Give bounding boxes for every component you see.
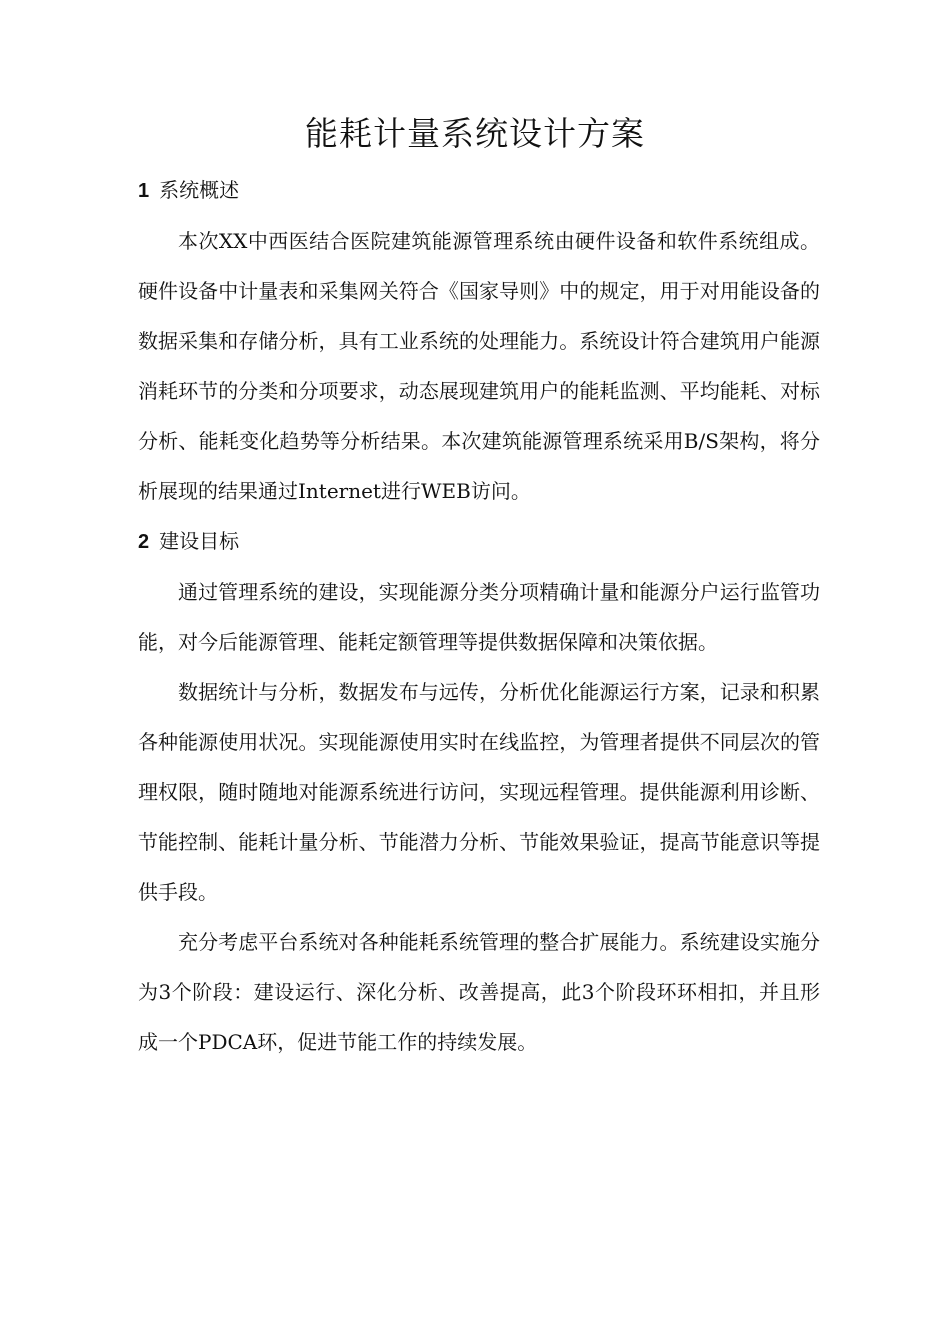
section-heading [138,516,820,567]
section-number: 2 [138,531,150,553]
document-title: 能耗计量系统设计方案 [305,114,645,153]
paragraph: 通过管理系统的建设，实现能源分类分项精确计量和能源分户运行监管功能，对今后能源管理、能耗定额管理等提供数据保障和决策依据。 [138,580,820,654]
section-title: 建设目标 [159,529,240,553]
section-goals [138,516,820,1067]
paragraph: 数据统计与分析，数据发布与远传，分析优化能源运行方案，记录和积累各种能源使用状况。实现能源使用实时在线监控，为管理者提供不同层次的管理权限，随时随地对能源系统进行访问，实现远程管理。提供能源利用诊断、节能控制、能耗计量分析、节能潜力分析、节能效果验证，提高节能意识等提供手段。 [138,680,820,904]
paragraph: 本次XX中西医结合医院建筑能源管理系统由硬件设备和软件系统组成。硬件设备中计量表和采集网关符合《国家导则》中的规定，用于对用能设备的数据采集和存储分析，具有工业系统的处理能力。系统设计符合建筑用户能源消耗环节的分类和分项要求，动态展现建筑用户的能耗监测、平均能耗、对标分析、能耗变化趋势等分析结果。本次建筑能源管理系统采用B/S架构，将分析展现的结果通过Internet进行WEB访问。 [138,229,820,503]
section-overview [138,165,820,516]
section-number: 1 [138,180,150,202]
paragraph: 充分考虑平台系统对各种能耗系统管理的整合扩展能力。系统建设实施分为3个阶段：建设运行、深化分析、改善提高，此3个阶段环环相扣，并且形成一个PDCA环，促进节能工作的持续发展。 [138,930,820,1054]
section-title: 系统概述 [159,178,240,202]
section-heading [138,165,820,216]
document-body [138,165,820,1067]
